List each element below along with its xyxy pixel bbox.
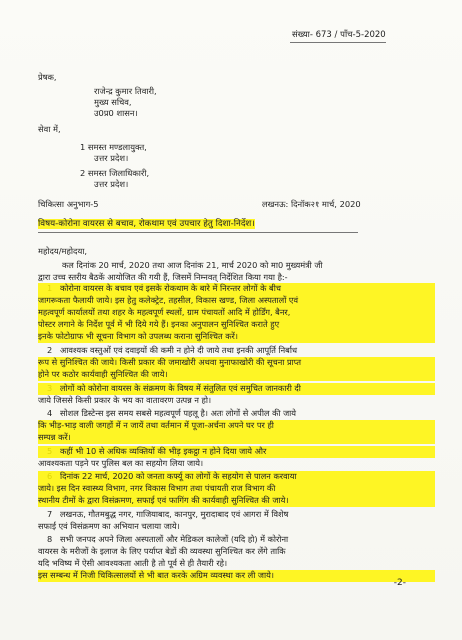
point-4 bbox=[38, 408, 435, 444]
point-line: आवश्यक वस्तुओं एवं दवाइयों की कमी न होने दी जाये तथा इनकी आपूर्ति निर्बाध bbox=[60, 345, 298, 355]
point-2 bbox=[38, 345, 435, 381]
point-number: 8 bbox=[47, 534, 53, 544]
point-line: इनके फोटोग्राफ भी सूचना विभाग को उपलब्ध कराना सुनिश्चित करें। bbox=[38, 331, 435, 343]
point-line: लखनऊ, गौतमबुद्ध नगर, गाजियाबाद, कानपुर, मुरादाबाद एवं आगरा में विशेष bbox=[60, 509, 289, 519]
point-line: पोस्टर लगाने के निर्देश पूर्व में भी दिये गये हैं। इनका अनुपालन सुनिश्चित कराते हुए bbox=[38, 319, 435, 331]
point-number: 4 bbox=[47, 408, 53, 418]
point-1 bbox=[38, 283, 435, 343]
reference-underline bbox=[290, 42, 386, 43]
point-line: जागरूकता फैलायी जाये। इस हेतु कलेक्ट्रेट, तहसील, विकास खण्ड, जिला अस्पतालों एवं bbox=[38, 295, 435, 307]
reference-number: संख्या- 673 / पाँच-5-2020 bbox=[292, 30, 386, 40]
intro-paragraph bbox=[38, 260, 433, 284]
page-number: -2- bbox=[393, 578, 406, 588]
sender-label: प्रेषक, bbox=[38, 72, 57, 82]
point-5 bbox=[38, 446, 435, 470]
point-line: महत्वपूर्ण कार्यालयों तथा शहर के महत्वपूर्ण स्थलों, ग्राम पंचायतों आदि में होर्डिंग, बैनर, bbox=[38, 307, 435, 319]
point-line: जाये। इस दिन स्वास्थ्य विभाग, नगर विकास विभाग तथा पंचायती राज विभाग की bbox=[38, 483, 435, 495]
point-line: रूप से सुनिश्चित की जाये। किसी प्रकार की जमाखोरी अथवा मुनाफाखोरी की सूचना प्राप्त bbox=[38, 357, 435, 369]
point-line: यदि भविष्य में ऐसी आवश्यकता आती है तो पूर्व से ही तैयारी रहे। bbox=[38, 557, 228, 568]
point-line: स्थानीय टीमों के द्वारा विसंक्रमण, सफाई एवं फागिंग की कार्यवाही सुनिश्चित की जाये। bbox=[38, 495, 435, 507]
sender-designation: मुख्य सचिव, bbox=[94, 97, 132, 107]
point-number: 2 bbox=[47, 345, 53, 355]
recipients-label: सेवा में, bbox=[38, 124, 61, 134]
point-line: होने पर कठोर कार्यवाही सुनिश्चित की जाये। bbox=[38, 369, 435, 381]
point-line: जाये जिससे किसी प्रकार के भय का वातावरण उत्पन्न न हो। bbox=[38, 394, 212, 405]
salutation: महोदय/महोदया, bbox=[38, 246, 88, 256]
point-line: सभी जनपद अपने जिला अस्पतालों और मेडिकल कालेजों (यदि हो) में कोरोना bbox=[60, 534, 289, 544]
point-line: सोशल डिस्टेन्स इस समय सबसे महत्वपूर्ण पहलू है। अतः लोगों से अपील की जाये bbox=[60, 408, 297, 418]
point-line: दिनांक 22 मार्च, 2020 को जनता कर्फ्यू का लोगों के सहयोग से पालन करवाया bbox=[38, 471, 435, 483]
intro-line: द्वारा उच्च स्तरीय बैठकें आयोजित की गयी हैं, जिसमें निम्नवत् निर्देशित किया गया है:- bbox=[38, 271, 288, 282]
recipient-1-line-2: उत्तर प्रदेश। bbox=[94, 153, 129, 163]
point-7 bbox=[38, 509, 435, 533]
subject-line bbox=[38, 219, 255, 230]
subject-underline bbox=[38, 232, 358, 233]
point-6 bbox=[38, 471, 435, 507]
sender-office: उ0प्र0 शासन। bbox=[94, 108, 138, 118]
sender-name: राजेन्द्र कुमार तिवारी, bbox=[94, 86, 157, 96]
recipient-2-line-1: 2 समस्त जिलाधिकारी, bbox=[80, 168, 150, 178]
point-line: कोरोना वायरस के बचाव एवं इसके रोकथाम के बारे में निरन्तर लोगों के बीच bbox=[38, 283, 435, 295]
point-line: इस सम्बन्ध में निजी चिकित्सालयों से भी बात करके अग्रिम व्यवस्था कर ली जाये। bbox=[38, 570, 435, 582]
point-3 bbox=[38, 383, 435, 407]
letter-date: लखनऊ: दिनॉक२१ मार्च, 2020 bbox=[262, 199, 361, 209]
recipient-2-line-2: उत्तर प्रदेश। bbox=[94, 179, 129, 189]
department: चिकित्सा अनुभाग-5 bbox=[38, 199, 99, 209]
intro-line: कल दिनांक 20 मार्च, 2020 तथा आज दिनांक 21, मार्च 2020 को मा0 मुख्यमंत्री जी bbox=[62, 260, 323, 270]
point-line: लोगों को कोरोना वायरस के संक्रमण के विषय में संतुलित एवं समुचित जानकारी दी bbox=[38, 383, 435, 395]
point-line: कहीं भी 10 से अधिक व्यक्तियों की भीड़ इकट्ठा न होने दिया जाये और bbox=[38, 446, 435, 458]
point-line: कि भीड़-भाड़ वाली जगहों में न जायें तथा वर्तमान में पूजा-अर्चना अपने घर पर ही bbox=[38, 420, 435, 432]
point-line: सफाई एवं विसंक्रमण का अभियान चलाया जाये। bbox=[38, 520, 180, 531]
point-line: सम्पन्न करें। bbox=[38, 432, 435, 444]
point-8 bbox=[38, 534, 435, 582]
point-line: वायरस के मरीजों के इलाज के लिए पर्याप्त बेडों की व्यवस्था सुनिश्चित कर लेंगे ताकि bbox=[38, 545, 286, 556]
point-line: आवश्यकता पड़ने पर पुलिस बल का सहयोग लिया जाये। bbox=[38, 457, 204, 468]
point-number: 7 bbox=[47, 509, 53, 519]
subject-text: विषय-कोरोना वायरस से बचाव, रोकथाम एवं उपचार हेतु दिशा-निर्देश। bbox=[38, 219, 255, 229]
recipient-1-line-1: 1 समस्त मण्डलायुक्त, bbox=[80, 142, 147, 152]
